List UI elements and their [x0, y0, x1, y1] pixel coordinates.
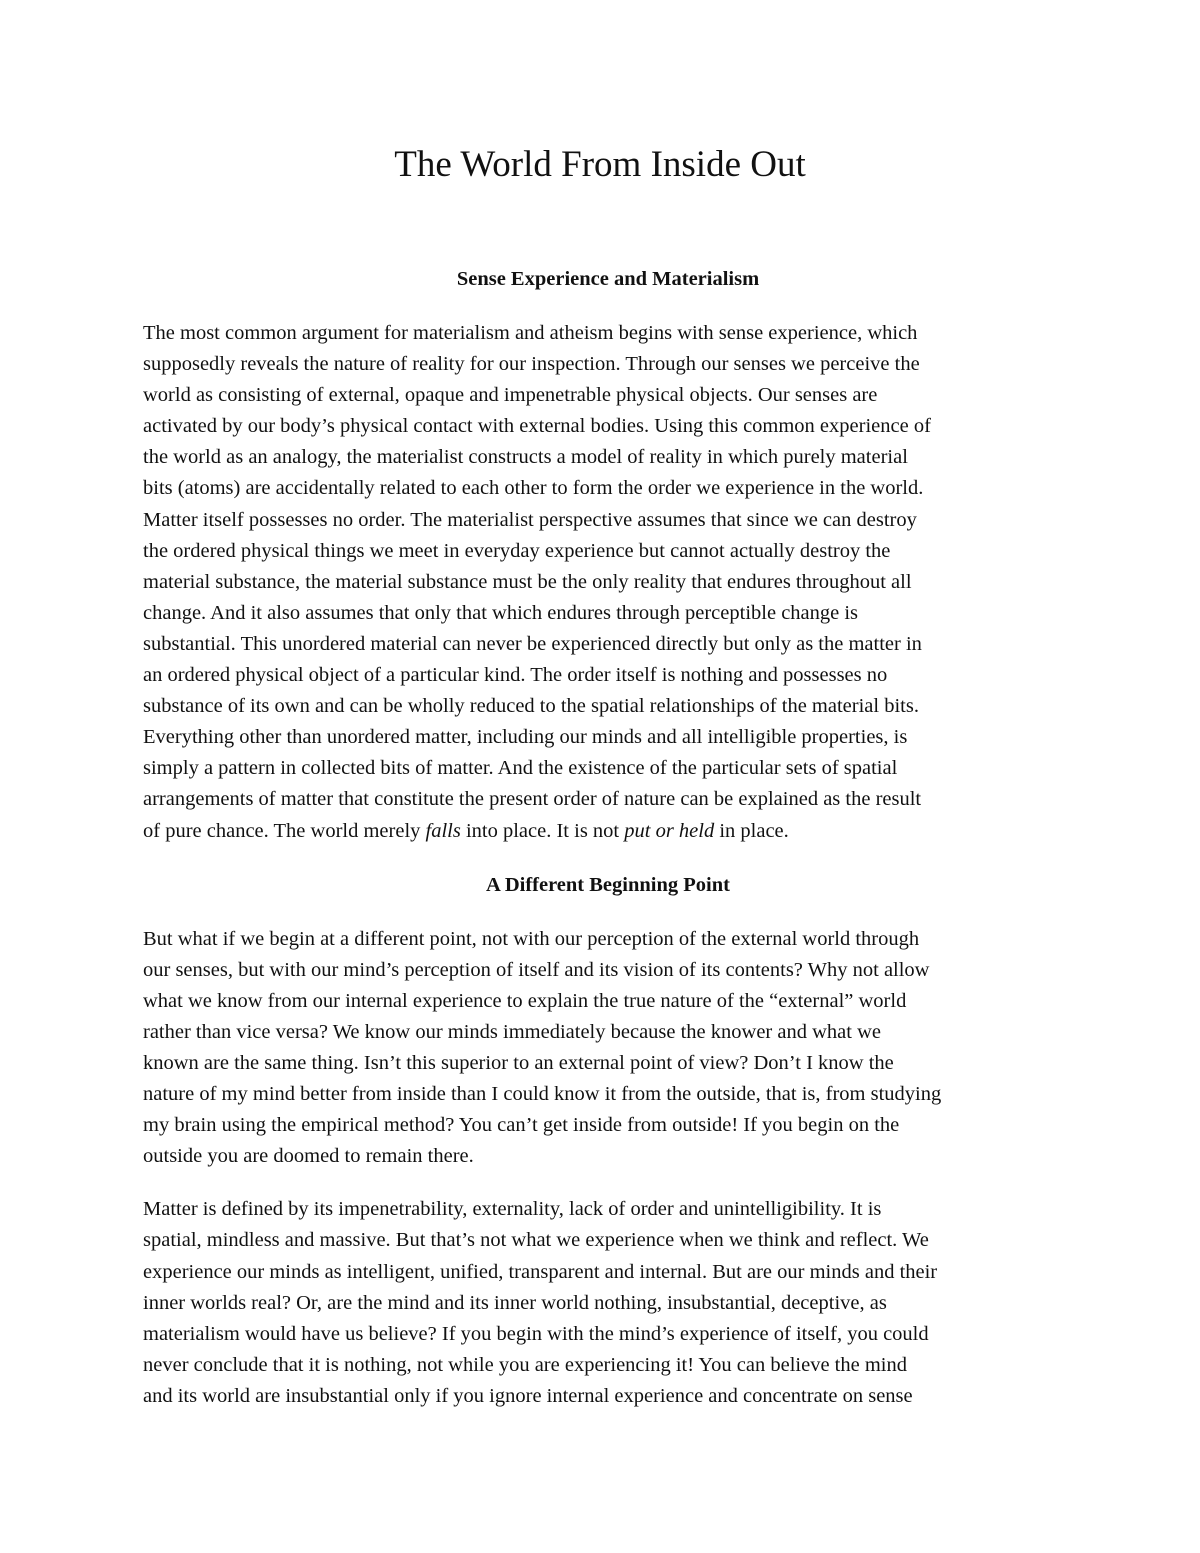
text-line: But what if we begin at a different point, not with our perception of the external world through [143, 927, 920, 950]
text-line: materialism would have us believe? If you begin with the mind’s experience of itself, you could [143, 1322, 929, 1345]
text-line: arrangements of matter that constitute the present order of nature can be explained as the result [143, 788, 922, 811]
text-line: The most common argument for materialism and atheism begins with sense experience, which [143, 322, 918, 344]
text-line: bits (atoms) are accidentally related to each other to form the order we experience in the world. [143, 477, 924, 500]
paragraph-matter-defined [143, 1194, 1073, 1412]
text-line: and its world are insubstantial only if you ignore internal experience and concentrate on sense [143, 1384, 913, 1407]
section-heading-sense-experience: Sense Experience and Materialism [456, 268, 760, 290]
section-heading-different-beginning: A Different Beginning Point [486, 873, 730, 896]
text-line: an ordered physical object of a particular kind. The order itself is nothing and possesses no [143, 664, 888, 687]
italic-text: put or held [624, 819, 715, 842]
text-line-last [143, 816, 1073, 847]
text-run: in place. [714, 819, 789, 842]
text-line: the ordered physical things we meet in everyday experience but cannot actually destroy the [143, 539, 891, 562]
text-line: world as consisting of external, opaque and impenetrable physical objects. Our senses are [143, 384, 878, 407]
text-line: simply a pattern in collected bits of matter. And the existence of the particular sets of spatial [143, 757, 898, 780]
text-line: our senses, but with our mind’s perception of itself and its vision of its contents? Why not allow [143, 958, 930, 981]
text-line: my brain using the empirical method? You can’t get inside from outside! If you begin on the [143, 1114, 900, 1137]
text-line: never conclude that it is nothing, not while you are experiencing it! You can believe the mind [143, 1353, 907, 1376]
text-run: into place. It is not [460, 819, 625, 842]
text-line: Matter itself possesses no order. The materialist perspective assumes that since we can destroy [143, 508, 917, 531]
paragraph-materialism [143, 318, 1073, 847]
text-line: rather than vice versa? We know our minds immediately because the knower and what we [143, 1020, 881, 1043]
text-run: of pure chance. The world merely [143, 819, 426, 842]
text-line: supposedly reveals the nature of reality for our inspection. Through our senses we perceive the [143, 353, 920, 376]
text-line: the world as an analogy, the materialist constructs a model of reality in which purely material [143, 446, 908, 469]
text-line: inner worlds real? Or, are the mind and its inner world nothing, insubstantial, deceptive, as [143, 1291, 887, 1314]
text-line: change. And it also assumes that only that which endures through perceptible change is [143, 601, 859, 624]
text-line: material substance, the material substance must be the only reality that endures throughout all [143, 570, 912, 593]
text-line: Matter is defined by its impenetrability, externality, lack of order and unintelligibility. It is [143, 1198, 882, 1221]
text-line: nature of my mind better from inside than I could know it from the outside, that is, from studying [143, 1083, 942, 1106]
text-line: outside you are doomed to remain there. [143, 1145, 474, 1168]
text-line: known are the same thing. Isn’t this superior to an external point of view? Don’t I know the [143, 1051, 894, 1074]
document-body [143, 264, 1073, 1412]
paragraph-inner-perception [143, 924, 1073, 1173]
text-line: substance of its own and can be wholly reduced to the spatial relationships of the material bits. [143, 695, 919, 718]
text-line: Everything other than unordered matter, including our minds and all intelligible properties, is [143, 726, 908, 749]
text-line: what we know from our internal experience to explain the true nature of the “external” world [143, 989, 907, 1012]
document-title: The World From Inside Out [394, 144, 806, 185]
italic-text: falls [425, 819, 461, 842]
text-line: experience our minds as intelligent, unified, transparent and internal. But are our minds and their [143, 1260, 938, 1283]
text-line: activated by our body’s physical contact with external bodies. Using this common experience of [143, 415, 931, 438]
text-line: spatial, mindless and massive. But that’s not what we experience when we think and reflect. We [143, 1229, 929, 1252]
text-line: substantial. This unordered material can never be experienced directly but only as the matter in [143, 632, 922, 655]
